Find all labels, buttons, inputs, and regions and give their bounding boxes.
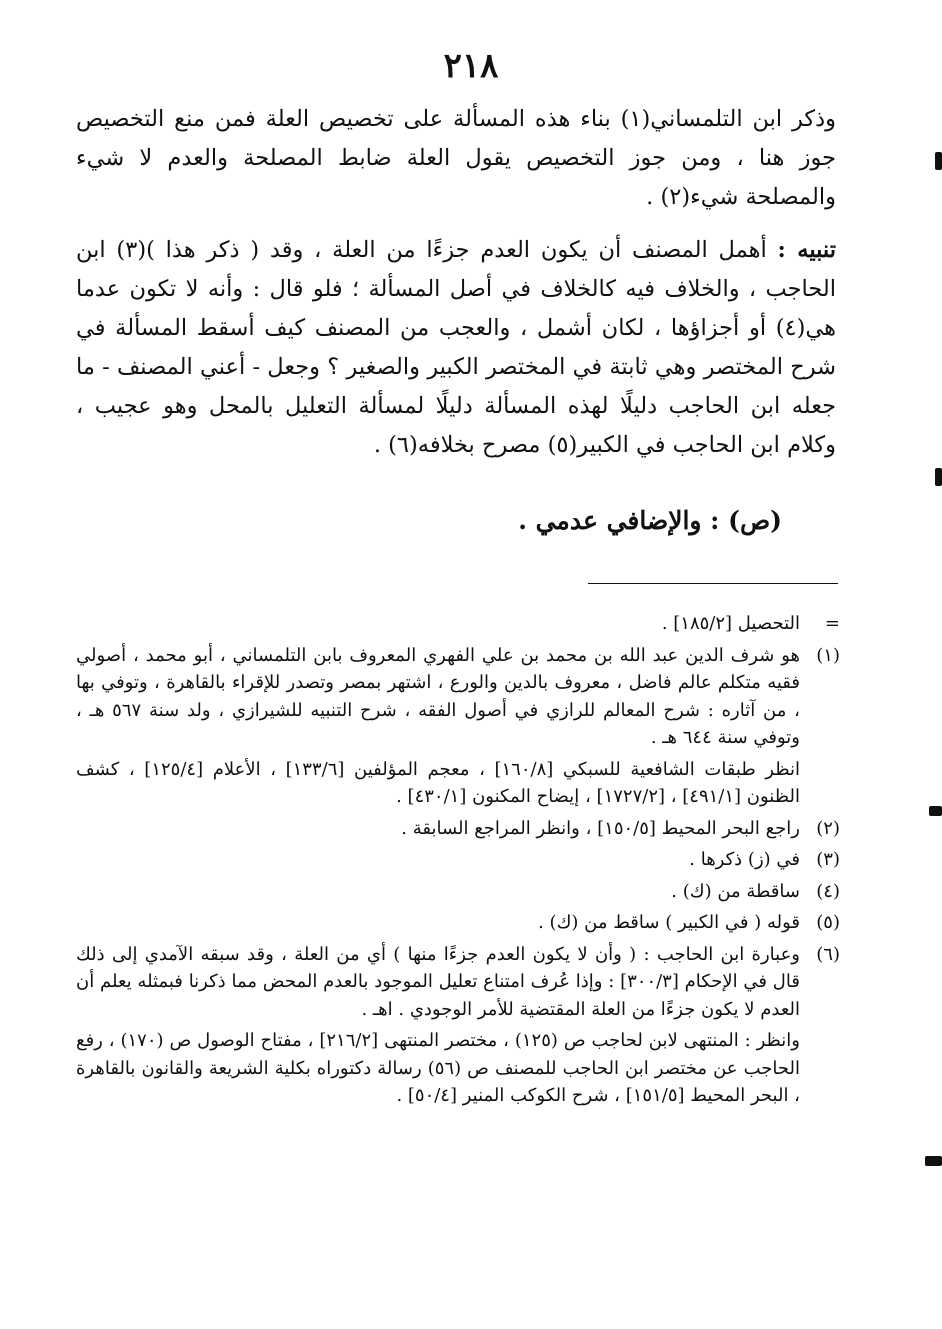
continuation-marker: = [824,613,840,634]
main-text [76,100,836,465]
footnote-1 [76,642,840,752]
paragraph-1: وذكر ابن التلمساني(١) بناء هذه المسألة على تخصيص العلة فمن منع التخصيص جوز هنا ، ومن جوز التخصيص يقول العلة ضابط المصلحة والعدم لا شيء والمصلحة شيء(٢) . [76,106,836,210]
footnote-text: قوله ( في الكبير ) ساقط من (ك) . [538,912,800,933]
footnote-number: (٦) [816,943,840,965]
footnote-continuation [76,610,840,638]
footnote-text: راجع البحر المحيط [١٥٠/٥] ، وانظر المراجع السابقة . [401,817,800,839]
footnote-4 [76,878,840,906]
paragraph-2-body: أهمل المصنف أن يكون العدم جزءًا من العلة ، وقد ( ذكر هذا )(٣) ابن الحاجب ، والخلاف فيه كالخلاف في أصل المسألة ؛ فلو قال : وأنه لا تكون عدما هي(٤) أو أجزاؤها ، لكان أشمل ، والعجب من المصنف كيف أسقط المسألة في شرح المختصر وهي ثابتة في المختصر الكبير والصغير ؟ وجعل - أعني المصنف - ما جعله ابن الحاجب دليلًا لهذه المسألة دليلًا لمسألة التعليل بالمحل وهو عجيب ، وكلام ابن الحاجب في الكبير(٥) مصرح بخلافه(٦) . [76,237,836,458]
footnote-6-references: وانظر : المنتهى لابن لحاجب ص (١٢٥) ، مختصر المنتهى [٢١٦/٢] ، مفتاح الوصول ص (١٧٠) ، رفع الحاجب عن مختصر ابن الحاجب للمصنف ص (٥٦) رسالة دكتوراه بكلية الشريعة والقانون بالقاهرة ، البحر المحيط [١٥١/٥] ، شرح الكوكب المنير [٥٠/٤] . [76,1030,800,1106]
footnote-2 [76,815,840,843]
footnote-number: (١) [816,644,840,666]
footnote-number: (٤) [816,880,840,902]
footnote-5 [76,909,840,937]
tanbih-label: تنبيه : [777,237,836,263]
scan-edge-mark [935,152,942,170]
continuation-text: التحصيل [١٨٥/٢] . [661,613,800,634]
footnote-1-references: انظر طبقات الشافعية للسبكي [١٦٠/٨] ، معجم المؤلفين [١٣٣/٦] ، الأعلام [١٢٥/٤] ، كشف الظنون [٤٩١/١] ، [١٧٢٧/٢] ، إيضاح المكنون [٤٣٠/١] . [76,758,800,807]
scan-edge-mark [925,1156,942,1166]
footnote-number: (٣) [816,849,840,870]
footnote-text: وعبارة ابن الحاجب : ( وأن لا يكون العدم جزءًا منها ) أي من العلة ، وقد سبقه الآمدي إلى ذلك قال في الإحكام [٣٠٠/٣] : وإذا عُرف امتناع تعليل الموجود بالعدم المحض مما ذكرنا فبمثله يعلم أن العدم لا يكون جزءًا من العلة المقتضية للأمر الوجودي . اهـ . [76,943,800,1020]
paragraph-2 [76,231,836,465]
footnote-separator [588,583,838,584]
footnote-3 [76,846,840,874]
footnote-text: في (ز) ذكرها . [689,849,800,870]
page-number: ٢١٨ [443,46,499,86]
scan-edge-mark [935,468,942,486]
footnote-number: (٢) [816,817,840,839]
footnote-number: (٥) [816,912,840,933]
footnote-text: هو شرف الدين عبد الله بن محمد بن علي الفهري المعروف بابن التلمساني ، أبو محمد ، أصولي فقيه متكلم عالم فاضل ، معروف بالدين والورع ، اشتهر بمصر وتصدر للإقراء بالقاهرة ، وتوفي بها ، من آثاره : شرح المعالم للرازي في أصول الفقه ، شرح التنبيه للشيرازي ، ولد سنة ٥٦٧ هـ ، وتوفي سنة ٦٤٤ هـ . [76,644,800,748]
footnote-6 [76,941,840,1024]
footnote-text: ساقطة من (ك) . [671,880,800,902]
statement-heading: (ص) : والإضافي عدمي . [518,506,782,535]
footnotes [76,610,840,1114]
scan-edge-mark [929,806,942,816]
